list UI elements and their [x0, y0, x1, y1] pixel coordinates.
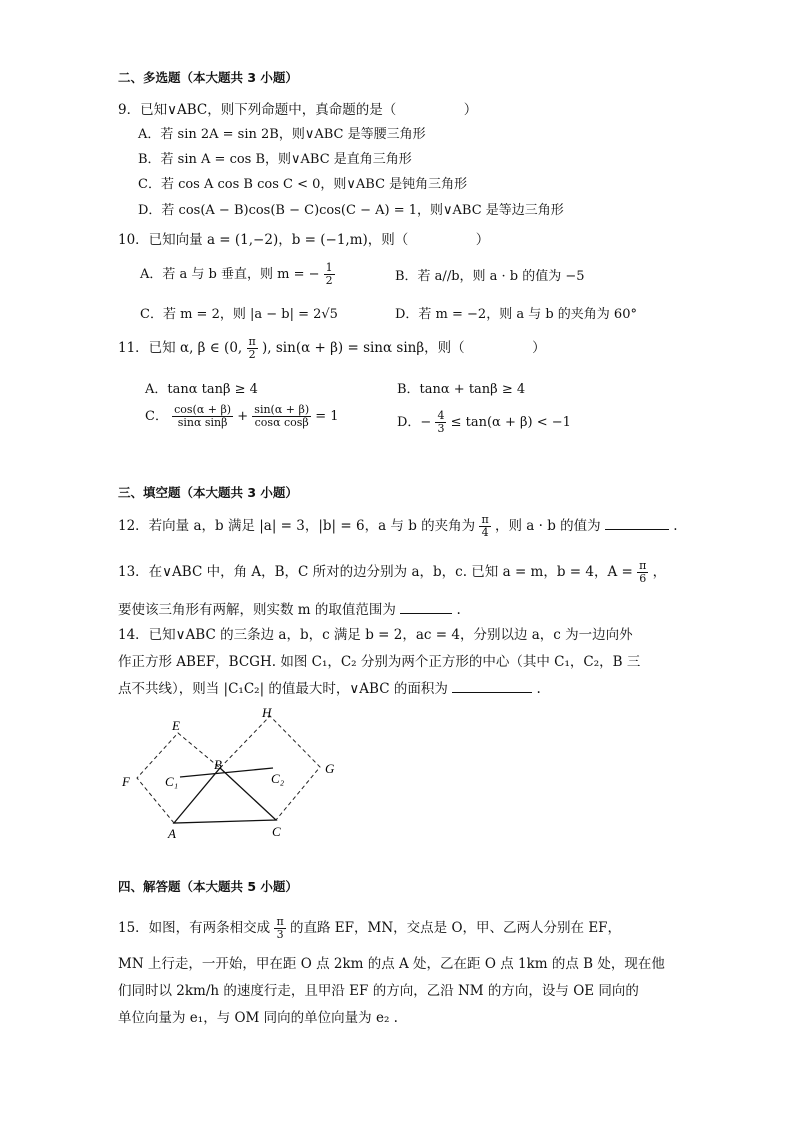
fraction-numerator: cos(α + β) — [174, 403, 232, 416]
q11-option-d-tail: ≤ tan(α + β) < −1 — [450, 415, 571, 430]
label-a: A — [168, 826, 176, 841]
q14-line-3-text: 点不共线），则当 |C₁C₂| 的值最大时，∨ABC 的面积为 — [118, 681, 448, 697]
label-f: F — [122, 774, 130, 789]
q11-option-c-label: C． — [145, 409, 168, 424]
q15-line-1 — [118, 916, 621, 941]
q9-option-c: C．若 cos A cos B cos C < 0，则∨ABC 是钝角三角形 — [138, 177, 468, 192]
q9-option-d: D．若 cos(A − B)cos(B − C)cos(C − A) = 1，则∨ABC 是等边三角形 — [138, 203, 564, 218]
fraction-denominator: 4 — [481, 526, 489, 539]
fraction-numerator: 4 — [437, 409, 445, 422]
label-e: E — [172, 718, 180, 733]
label-c2: C₂ — [271, 771, 285, 786]
q13-line-2-end: . — [456, 602, 461, 618]
q10-stem: 10．已知向量 a = (1,−2)，b = (−1,m)，则（ ） — [118, 232, 490, 248]
q14-line-3-end: . — [536, 681, 541, 697]
q12-text-end: . — [673, 518, 678, 534]
square-abef-dashed-edges — [137, 733, 220, 823]
q11-stem — [118, 336, 546, 361]
q11-option-c-plus: + — [237, 409, 249, 424]
q11-stem-fraction — [247, 336, 258, 361]
q11-option-d-fraction — [435, 410, 446, 435]
label-h: H — [262, 705, 272, 720]
q11-option-c-fraction-1 — [172, 404, 233, 429]
q14-line-3 — [118, 677, 541, 697]
fraction-numerator: π — [639, 559, 647, 572]
q11-option-d-label: D．− — [397, 415, 432, 430]
q10-option-b: B．若 a//b，则 a · b 的值为 −5 — [395, 269, 585, 284]
q10-option-d: D．若 m = −2，则 a 与 b 的夹角为 60° — [395, 307, 637, 322]
fraction-denominator: 3 — [437, 422, 445, 435]
q15-text-post: 的直路 EF，MN，交点是 O，甲、乙两人分别在 EF， — [290, 920, 622, 936]
q10-option-a — [140, 262, 335, 287]
fraction-numerator: π — [481, 513, 489, 526]
fraction-denominator: cosα cosβ — [254, 416, 309, 429]
q11-option-c — [145, 404, 339, 429]
segment-c1-c2 — [180, 768, 273, 777]
q10-option-a-fraction — [324, 262, 335, 287]
label-g: G — [325, 761, 335, 776]
q11-option-c-tail: = 1 — [315, 409, 339, 424]
q12-fraction — [479, 514, 490, 539]
q14-line-1: 14．已知∨ABC 的三条边 a，b，c 满足 b = 2，ac = 4，分别以边 a，c 为一边向外 — [118, 627, 633, 643]
q12-text-post: ，则 a · b 的值为 — [495, 518, 601, 534]
q13-line-2-text: 要使该三角形有两解，则实数 m 的取值范围为 — [118, 602, 396, 618]
fraction-numerator: sin(α + β) — [254, 403, 310, 416]
section-title-solve: 四、解答题（本大题共 5 小题） — [118, 879, 298, 894]
label-c1: C₁ — [165, 774, 179, 789]
q9-option-b: B．若 sin A = cos B，则∨ABC 是直角三角形 — [138, 152, 412, 167]
section-title-fill-blank: 三、填空题（本大题共 3 小题） — [118, 485, 298, 500]
q15-line-4: 单位向量为 e₁，与 OM 同向的单位向量为 e₂ . — [118, 1010, 398, 1026]
fraction-denominator: 3 — [276, 928, 284, 941]
q11-option-a: A．tanα tanβ ≥ 4 — [145, 382, 258, 397]
q11-stem-pre: 11．已知 α, β ∈ (0, — [118, 340, 243, 356]
label-b: B — [214, 757, 222, 772]
q11-option-d — [397, 410, 571, 435]
q15-fraction — [274, 916, 285, 941]
q15-line-2: MN 上行走，一开始，甲在距 O 点 2km 的点 A 处，乙在距 O 点 1km 的点 B 处，现在他 — [118, 956, 665, 972]
fraction-denominator: 6 — [639, 572, 647, 585]
q9-option-a: A．若 sin 2A = sin 2B，则∨ABC 是等腰三角形 — [138, 127, 426, 142]
q11-option-b: B．tanα + tanβ ≥ 4 — [397, 382, 526, 397]
q13-line-1 — [118, 560, 666, 585]
fraction-denominator: 2 — [248, 348, 256, 361]
q15-line-3: 们同时以 2km/h 的速度行走，且甲沿 EF 的方向，乙沿 NM 的方向，设与 OE 同向的 — [118, 983, 639, 999]
fraction-numerator: π — [276, 915, 284, 928]
q13-line-2 — [118, 598, 461, 618]
q10-option-a-text: A．若 a 与 b 垂直，则 m = − — [140, 267, 320, 282]
q13-text-pre: 13．在∨ABC 中，角 A，B，C 所对的边分别为 a，b，c. 已知 a = m，b = 4，A = — [118, 564, 633, 580]
fraction-numerator: π — [248, 335, 256, 348]
q14-answer-blank[interactable] — [452, 680, 532, 693]
q14-line-2: 作正方形 ABEF，BCGH. 如图 C₁，C₂ 分别为两个正方形的中心（其中 C₁，C₂，B 三 — [118, 654, 641, 670]
q11-stem-post: ), sin(α + β) = sinα sinβ，则（ ） — [262, 340, 546, 356]
label-c: C — [272, 824, 281, 839]
q12-answer-blank[interactable] — [605, 517, 669, 530]
fraction-denominator: sinα sinβ — [177, 416, 228, 429]
q12-text-pre: 12．若向量 a，b 满足 |a| = 3，|b| = 6，a 与 b 的夹角为 — [118, 518, 476, 534]
q11-option-c-fraction-2 — [252, 404, 311, 429]
q13-answer-blank[interactable] — [400, 601, 452, 614]
q13-text-end: ， — [652, 564, 667, 580]
q14-figure — [110, 700, 350, 850]
q13-fraction — [637, 560, 648, 585]
q12-stem — [118, 514, 678, 539]
fraction-numerator: 1 — [325, 261, 333, 274]
q15-text-pre: 15．如图，有两条相交成 — [118, 920, 271, 936]
q10-option-c: C．若 m = 2，则 |a − b| = 2√5 — [140, 307, 338, 322]
section-title-multi-choice: 二、多选题（本大题共 3 小题） — [118, 70, 298, 85]
fraction-denominator: 2 — [325, 274, 333, 287]
q9-stem: 9．已知∨ABC，则下列命题中，真命题的是（ ） — [118, 102, 478, 118]
